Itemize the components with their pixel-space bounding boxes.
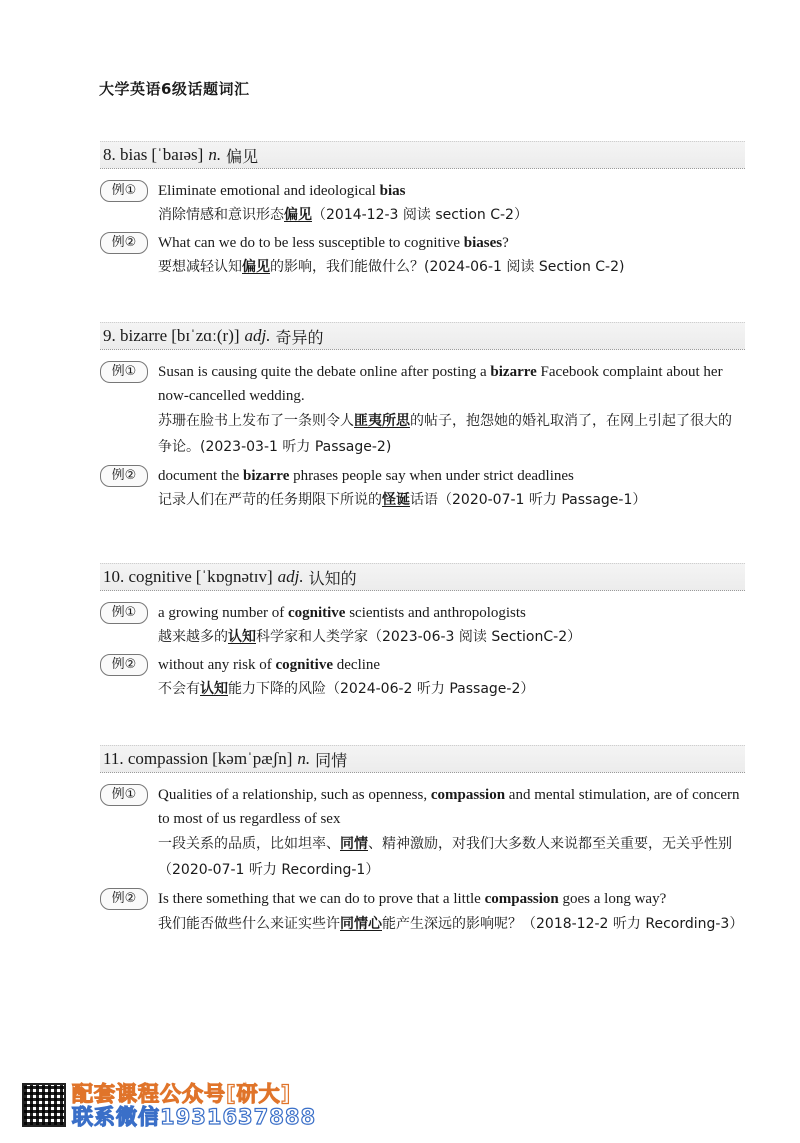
- example-chinese: 越来越多的认知科学家和人类学家（2023-06-3 阅读 SectionC-2）: [158, 629, 582, 645]
- promo-line-1: 配套课程公众号[研大]: [72, 1082, 292, 1106]
- example: [100, 464, 745, 512]
- part-of-speech: n.: [297, 749, 311, 768]
- example-badge: 例①: [100, 784, 148, 806]
- example-chinese: 苏珊在脸书上发布了一条则令人匪夷所思的帖子，抱怨她的婚礼取消了，在网上引起了很大的争论。(2023-03-1 听力 Passage-2): [158, 413, 732, 455]
- example-english: a growing number of cognitive scientists and anthropologists: [158, 605, 526, 621]
- entry-bizarre: [100, 322, 745, 512]
- entry-heading: [100, 322, 745, 350]
- phonetic: [bɪˈzɑː(r)]: [171, 326, 240, 345]
- page-title: 大学英语6级话题词汇: [99, 80, 250, 98]
- example-badge: 例①: [100, 180, 148, 202]
- example-badge: 例②: [100, 232, 148, 254]
- example-chinese: 不会有认知能力下降的风险（2024-06-2 听力 Passage-2）: [158, 681, 535, 697]
- example-english: What can we do to be less susceptible to cognitive biases?: [158, 235, 509, 251]
- promo-text: [72, 1083, 316, 1129]
- part-of-speech: adj.: [244, 326, 271, 345]
- example-chinese: 要想减轻认知偏见的影响，我们能做什么？(2024-06-1 阅读 Section C-2): [158, 259, 625, 275]
- example-chinese: 一段关系的品质，比如坦率、同情、精神激励，对我们大多数人来说都至关重要，无关乎性别（2020-07-1 听力 Recording-1）: [158, 836, 732, 878]
- entry-heading: [100, 141, 745, 169]
- entry-cognitive: [100, 563, 745, 701]
- example-chinese: 我们能否做些什么来证实些许同情心能产生深远的影响呢？（2018-12-2 听力 Recording-3）: [158, 916, 744, 932]
- example: [100, 887, 745, 937]
- example-english: Susan is causing quite the debate online after posting a bizarre Facebook complaint about her now-cancelled wedding.: [158, 364, 723, 404]
- headword: 10. cognitive: [103, 567, 192, 586]
- example: [100, 601, 745, 649]
- example-english: document the bizarre phrases people say when under strict deadlines: [158, 468, 574, 484]
- phonetic: [kəmˈpæʃn]: [212, 749, 293, 768]
- qr-code-icon: [22, 1083, 66, 1127]
- meaning: 同情: [315, 750, 348, 770]
- example-badge: 例②: [100, 465, 148, 487]
- example: [100, 179, 745, 227]
- meaning: 奇异的: [275, 327, 324, 347]
- example: [100, 653, 745, 701]
- example-chinese: 记录人们在严苛的任务期限下所说的怪诞话语（2020-07-1 听力 Passage-1）: [158, 492, 647, 508]
- example-english: Qualities of a relationship, such as openness, compassion and mental stimulation, are of concern to most of us regardless of sex: [158, 787, 740, 827]
- meaning: 偏见: [226, 146, 259, 166]
- promo-footer: [22, 1083, 316, 1129]
- part-of-speech: adj.: [277, 567, 304, 586]
- example-english: Is there something that we can do to prove that a little compassion goes a long way?: [158, 891, 667, 907]
- entry-compassion: [100, 745, 745, 937]
- example-english: Eliminate emotional and ideological bias: [158, 183, 406, 199]
- example-badge: 例①: [100, 602, 148, 624]
- entry-bias: [100, 141, 745, 279]
- headword: 8. bias: [103, 145, 148, 164]
- entry-heading: [100, 563, 745, 591]
- headword: 9. bizarre: [103, 326, 168, 345]
- part-of-speech: n.: [208, 145, 222, 164]
- meaning: 认知的: [308, 568, 357, 588]
- example: [100, 360, 745, 460]
- example-badge: 例②: [100, 654, 148, 676]
- phonetic: [ˈkɒɡnətɪv]: [195, 567, 273, 586]
- headword: 11. compassion: [103, 749, 209, 768]
- example-chinese: 消除情感和意识形态偏见（2014-12-3 阅读 section C-2）: [158, 207, 528, 223]
- example: [100, 783, 745, 883]
- example-badge: 例①: [100, 361, 148, 383]
- example-english: without any risk of cognitive decline: [158, 657, 381, 673]
- example-badge: 例②: [100, 888, 148, 910]
- entry-heading: [100, 745, 745, 773]
- phonetic: [ˈbaɪəs]: [151, 145, 204, 164]
- example: [100, 231, 745, 279]
- promo-line-2: 联系微信1931637888: [72, 1105, 317, 1129]
